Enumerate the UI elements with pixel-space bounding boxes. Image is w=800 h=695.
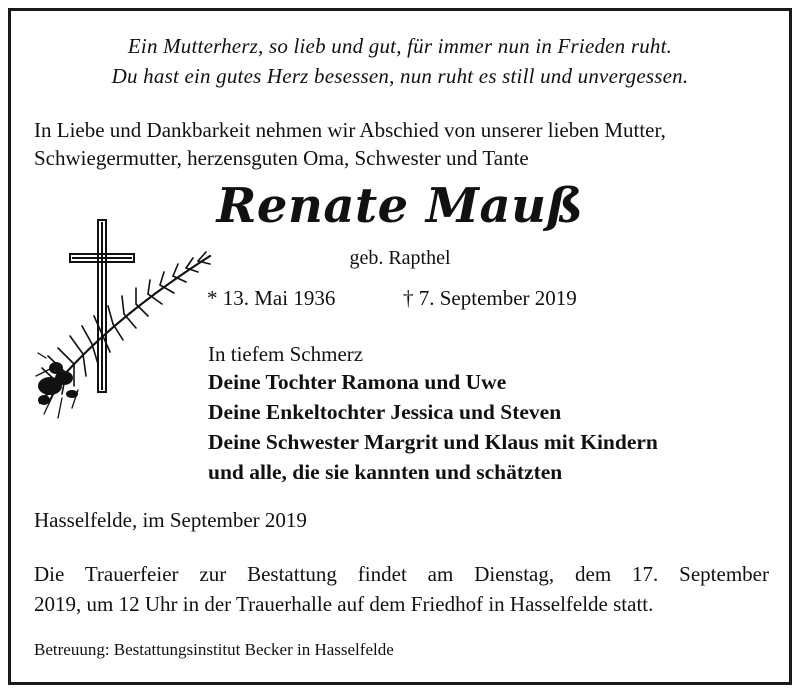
mourner-line: Deine Schwester Margrit und Klaus mit Kindern bbox=[208, 430, 658, 454]
cross-with-palm-icon bbox=[28, 208, 218, 423]
death-date: † 7. September 2019 bbox=[403, 286, 577, 310]
mourner-line: Deine Tochter Ramona und Uwe bbox=[208, 370, 507, 394]
deceased-name: Renate Mauß bbox=[216, 178, 584, 234]
funeral-line-1: Die Trauerfeier zur Bestattung findet am Dienstag, dem 17. September bbox=[34, 562, 769, 586]
maiden-name: geb. Rapthel bbox=[349, 247, 451, 269]
funeral-line-2: 2019, um 12 Uhr in der Trauerhalle auf dem Friedhof in Hasselfelde statt. bbox=[34, 592, 654, 616]
birth-date: * 13. Mai 1936 bbox=[207, 286, 336, 310]
mourner-line: Deine Enkeltochter Jessica und Steven bbox=[208, 400, 562, 424]
mourner-line: und alle, die sie kannten und schätzten bbox=[208, 460, 563, 484]
mourners-intro: In tiefem Schmerz bbox=[208, 342, 364, 366]
poem-line-1: Ein Mutterherz, so lieb und gut, für immer nun in Frieden ruht. bbox=[127, 34, 673, 58]
place-date: Hasselfelde, im September 2019 bbox=[34, 508, 307, 532]
intro-line-2: Schwiegermutter, herzensguten Oma, Schwester und Tante bbox=[34, 146, 529, 170]
intro-line-1: In Liebe und Dankbarkeit nehmen wir Abschied von unserer lieben Mutter, bbox=[34, 118, 666, 142]
poem-line-2: Du hast ein gutes Herz besessen, nun ruht es still und unvergessen. bbox=[111, 64, 689, 88]
care-note: Betreuung: Bestattungsinstitut Becker in Hasselfelde bbox=[34, 640, 394, 659]
